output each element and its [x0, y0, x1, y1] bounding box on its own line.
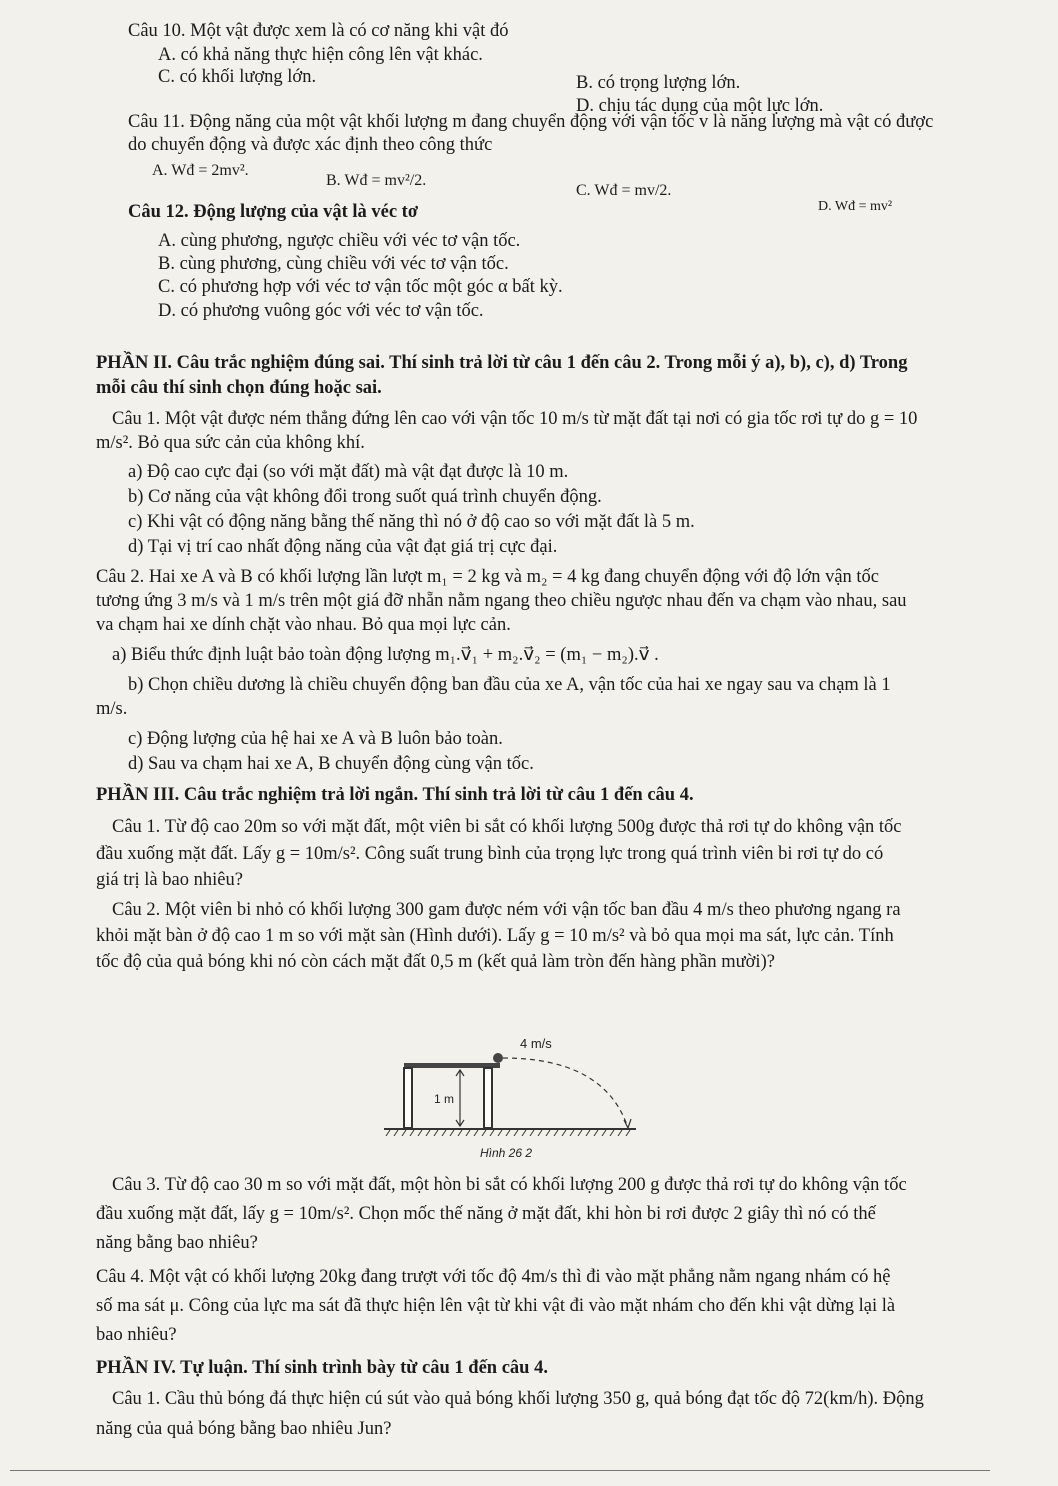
q12-option-b: B. cùng phương, cùng chiều với véc tơ vận tốc.: [158, 254, 509, 274]
figure-height-label: 1 m: [434, 1092, 455, 1106]
part4-q1-line1: Câu 1. Cầu thủ bóng đá thực hiện cú sút vào quả bóng khối lượng 350 g, quả bóng đạt tốc độ 72(km/h). Động: [112, 1389, 924, 1409]
ground-hatch: [386, 1130, 630, 1136]
part2-q1-stem-line2: m/s². Bỏ qua sức cản của không khí.: [96, 433, 365, 453]
figure-drawing: [380, 1036, 640, 1166]
table-leg-left: [404, 1068, 412, 1128]
part3-q3-line1: Câu 3. Từ độ cao 30 m so với mặt đất, một hòn bi sắt có khối lượng 200 g được thả rơi tự do không vận tốc: [112, 1175, 907, 1195]
q11-option-c: C. Wđ = mv/2.: [576, 182, 672, 199]
part2-q2-b-line1: b) Chọn chiều dương là chiều chuyển động ban đầu của xe A, vận tốc của hai xe ngay sau va chạm là 1: [128, 675, 891, 695]
part2-q2-stem-line3: va chạm hai xe dính chặt vào nhau. Bỏ qua mọi lực cản.: [96, 615, 511, 635]
part2-q1-a: a) Độ cao cực đại (so với mặt đất) mà vật đạt được là 10 m.: [128, 462, 569, 482]
trajectory-path: [503, 1058, 628, 1128]
bottom-divider: [10, 1470, 990, 1471]
part2-q2-a: a) Biểu thức định luật bảo toàn động lượng m₁.v⃗₁ + m₂.v⃗₂ = (m₁ − m₂).v⃗ .: [112, 645, 659, 665]
table-projectile-figure: [380, 1036, 640, 1166]
part2-q2-b-line2: m/s.: [96, 699, 128, 719]
part2-heading-line1: PHẦN II. Câu trắc nghiệm đúng sai. Thí sinh trả lời từ câu 1 đến câu 2. Trong mỗi ý a), b), c), d) Trong: [96, 353, 908, 373]
part2-q1-b: b) Cơ năng của vật không đổi trong suốt quá trình chuyển động.: [128, 487, 602, 507]
part3-q2-line1: Câu 2. Một viên bi nhỏ có khối lượng 300 gam được ném với vận tốc ban đầu 4 m/s theo phương ngang ra: [112, 900, 901, 920]
figure-caption: Hình 26 2: [480, 1146, 533, 1160]
q11-stem-line1: Câu 11. Động năng của một vật khối lượng m đang chuyển động với vận tốc v là năng lượng mà vật có được: [128, 112, 934, 132]
q12-option-c: C. có phương hợp với véc tơ vận tốc một góc α bất kỳ.: [158, 277, 563, 297]
part2-q2-c: c) Động lượng của hệ hai xe A và B luôn bảo toàn.: [128, 729, 503, 749]
q12-option-a: A. cùng phương, ngược chiều với véc tơ vận tốc.: [158, 231, 521, 251]
part3-q3-line3: năng bằng bao nhiêu?: [96, 1233, 258, 1253]
part3-q4-line3: bao nhiêu?: [96, 1325, 177, 1345]
part3-q4-line2: số ma sát μ. Công của lực ma sát đã thực hiện lên vật từ khi vật đi vào mặt nhám cho đến khi vật dừng lại là: [96, 1296, 896, 1316]
part4-q1-line2: năng của quả bóng bằng bao nhiêu Jun?: [96, 1419, 392, 1439]
q10-option-a: A. có khả năng thực hiện công lên vật khác.: [158, 45, 483, 65]
part2-q2-d: d) Sau va chạm hai xe A, B chuyển động cùng vận tốc.: [128, 754, 534, 774]
part3-q2-line2: khỏi mặt bàn ở độ cao 1 m so với mặt sàn (Hình dưới). Lấy g = 10 m/s² và bỏ qua mọi ma sát, lực cản. Tính: [96, 926, 894, 946]
part2-q1-d: d) Tại vị trí cao nhất động năng của vật đạt giá trị cực đại.: [128, 537, 558, 557]
part2-q1-stem-line1: Câu 1. Một vật được ném thẳng đứng lên cao với vận tốc 10 m/s từ mặt đất tại nơi có gia tốc rơi tự do g = 10: [112, 409, 918, 429]
q11-option-a: A. Wđ = 2mv².: [152, 162, 249, 179]
part3-q4-line1: Câu 4. Một vật có khối lượng 20kg đang trượt với tốc độ 4m/s thì đi vào mặt phẳng nằm ngang nhám có hệ: [96, 1267, 891, 1287]
part3-q3-line2: đầu xuống mặt đất, lấy g = 10m/s². Chọn mốc thế năng ở mặt đất, khi hòn bi rơi được 2 giây thì nó có thế: [96, 1204, 876, 1224]
q11-option-d: D. Wđ = mv²: [818, 199, 893, 214]
q11-stem-line2: do chuyển động và được xác định theo công thức: [128, 135, 493, 155]
part4-heading: PHẦN IV. Tự luận. Thí sinh trình bày từ câu 1 đến câu 4.: [96, 1358, 548, 1378]
part3-q2-line3: tốc độ của quả bóng khi nó còn cách mặt đất 0,5 m (kết quả làm tròn đến hàng phần mười)?: [96, 952, 775, 972]
part2-q2-stem-line1: Câu 2. Hai xe A và B có khối lượng lần lượt m₁ = 2 kg và m₂ = 4 kg đang chuyển động với độ lớn vận tốc: [96, 567, 880, 587]
q12-option-d: D. có phương vuông góc với véc tơ vận tốc.: [158, 301, 484, 321]
q10-stem: Câu 10. Một vật được xem là có cơ năng khi vật đó: [128, 21, 509, 41]
table-leg-right: [484, 1068, 492, 1128]
part3-q1-line3: giá trị là bao nhiêu?: [96, 870, 243, 890]
part2-q1-c: c) Khi vật có động năng bằng thế năng thì nó ở độ cao so với mặt đất là 5 m.: [128, 512, 695, 532]
part2-q2-stem-line2: tương ứng 3 m/s và 1 m/s trên một giá đỡ nhẵn nằm ngang theo chiều ngược nhau đến va chạm vào nhau, sau: [96, 591, 907, 611]
part3-heading: PHẦN III. Câu trắc nghiệm trả lời ngắn. Thí sinh trả lời từ câu 1 đến câu 4.: [96, 785, 694, 805]
ball-icon: [493, 1053, 503, 1063]
q10-option-b: B. có trọng lượng lớn.: [576, 73, 741, 93]
q10-option-d: D. chịu tác dụng của một lực lớn.: [576, 96, 824, 116]
q10-option-c: C. có khối lượng lớn.: [158, 67, 317, 87]
figure-speed-label: 4 m/s: [520, 1036, 552, 1051]
part2-heading-line2: mỗi câu thí sinh chọn đúng hoặc sai.: [96, 378, 382, 398]
part3-q1-line2: đầu xuống mặt đất. Lấy g = 10m/s². Công suất trung bình của trọng lực trong quá trình viên bi rơi tự do có: [96, 844, 884, 864]
part3-q1-line1: Câu 1. Từ độ cao 20m so với mặt đất, một viên bi sắt có khối lượng 500g được thả rơi tự do không vận tốc: [112, 817, 902, 837]
q11-option-b: B. Wđ = mv²/2.: [326, 172, 427, 189]
q12-stem: Câu 12. Động lượng của vật là véc tơ: [128, 202, 419, 222]
